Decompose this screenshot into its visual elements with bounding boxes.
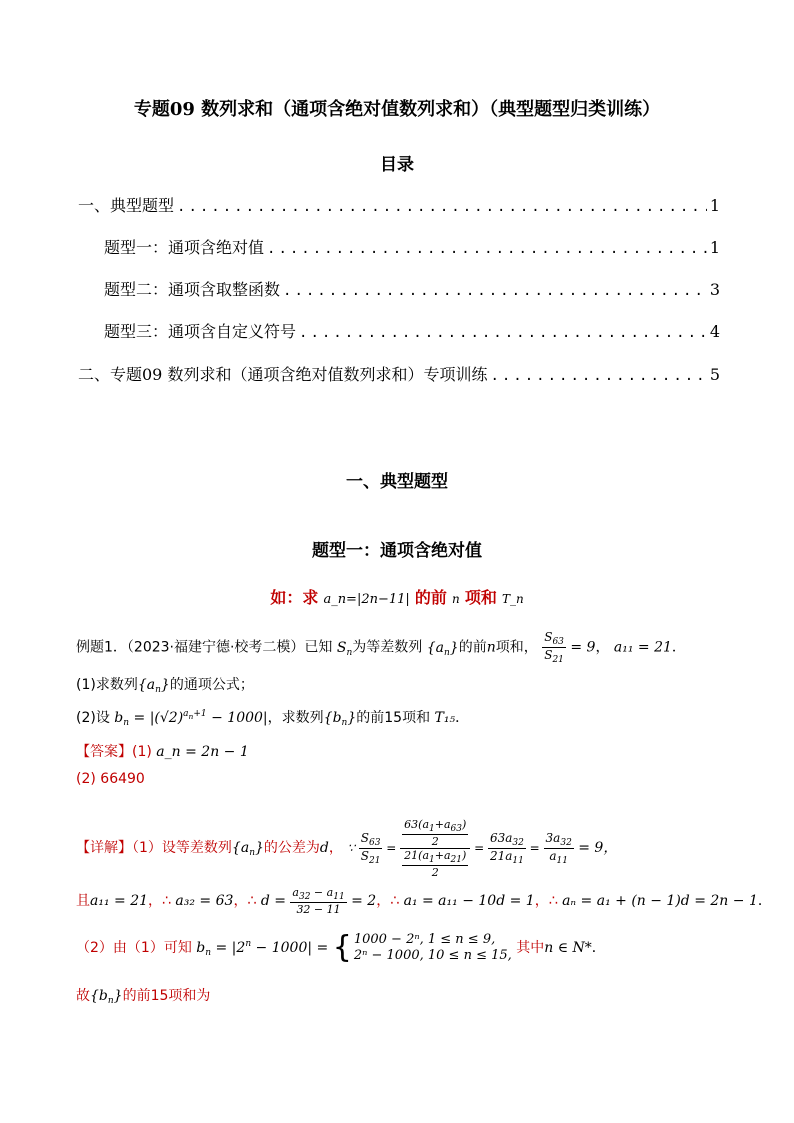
detail-text: 故 [76,988,90,1004]
toc-item-label: 题型三：通项含自定义符号 [104,322,297,341]
ratio-fraction: $\frac{S_{63}}{S_{21}}$ [544,630,564,665]
sum-T15: T₁₅ [434,710,456,726]
toc-item-page: 5 [709,365,720,384]
detail-text: ，∴ [233,893,257,909]
condition-a11: a₁₁ = 21 [613,639,672,656]
cases-block [354,932,512,964]
toc-item-type2[interactable] [104,277,720,300]
toc-item-label: 一、典型题型 [78,196,175,215]
toc-item-page: 1 [709,238,720,257]
detail-text: 的公差为 [263,840,320,856]
toc-item-type1[interactable] [104,235,720,258]
toc-item-label: 题型二：通项含取整函数 [104,280,281,299]
hint-n: n [452,592,460,606]
toc-item-type3[interactable] [104,319,720,342]
answer-formula: a_n = 2n − 1 [156,744,249,760]
toc-leader-dots [299,325,707,341]
detail-text: 其中 [516,940,545,956]
detail-text: ，∴ [534,893,558,909]
answer-label: 【答案】 [76,744,132,760]
hint-suffix: 项和 [464,588,497,607]
detail-text: 的前15项和为 [122,988,211,1004]
hint-mid: 的前 [414,588,447,607]
question-text: (1)求数列 [76,677,138,693]
detail-equation-result: = 9， [578,840,618,856]
toc-item-section1[interactable] [78,193,720,216]
question-text: 的通项公式； [169,677,254,693]
detail-text: ． [591,940,606,956]
example-label: 例题1．（2023·福建宁德·校考二模）已知 [76,639,333,656]
detail-formula: a₁ = a₁₁ − 10d = 1 [403,893,535,909]
case-1: 1000 − 2ⁿ, 1 ≤ n ≤ 9, [353,932,496,947]
detail-label: 【详解】 [76,840,132,856]
toc-item-page: 1 [709,196,720,215]
toc-leader-dots [490,368,706,384]
answer-part: (1) [132,744,152,760]
detail-d: d [319,840,329,856]
detail-formula: n ∈ N* [544,940,592,956]
detail-text: ，∴ [376,893,400,909]
example-text: 的前 [458,639,487,656]
detail-formula: d = [260,893,286,909]
answer-line-2: (2) 66490 [76,771,145,787]
hint-formula: a_n=|2n−11| [323,592,410,607]
answer-line-1 [76,741,249,761]
example-intro: 例题1．（2023·福建宁德·校考二模）已知 $S_n$为等差数列 $\{a_n\}$的前n项和， $\frac{S_{63}}{S_{21}}$ = 9， a₁₁ = 21． [76,630,686,665]
section-heading: 一、典型题型 [346,472,448,492]
detail-formula: a₃₂ = 63 [175,893,234,909]
detail-text: （2）由（1）可知 [76,940,192,956]
hint-line [0,585,794,608]
example-text: 为等差数列 [352,639,423,656]
toc-heading: 目录 [380,155,414,175]
question-text: ，求数列 [267,710,324,726]
detail-text: ． [757,893,772,909]
document-title: 专题09 数列求和（通项含绝对值数列求和）（典型题型归类训练） [133,99,661,120]
ratio-value: = 9 [570,639,596,656]
detail-text: 且 [76,893,90,909]
toc-item-label: 二、专题09 数列求和（通项含绝对值数列求和）专项训练 [78,365,488,384]
detail-line-1: 【详解】（1）设等差数列$\{a_n\}$的公差为d， ∵ $\frac{S_{63}}{S_{21}}$ = $\frac{\frac{63(a_1+a_{63})}{2}}{\frac{21(a_1+a_{21})}{2}}$ = $\frac{63a_{32}}{21a_{11}}$ = $\frac{3a_{32}}{a_{11}}$ = 9， [76,818,618,879]
toc-item-page: 4 [709,322,720,341]
question-text: 的前15项和 [356,710,431,726]
detail-line-4: 故$\{b_n\}$的前15项和为 [76,988,211,1006]
case-2: 2ⁿ − 1000, 10 ≤ n ≤ 15, [353,948,512,963]
toc-item-label: 题型一：通项含绝对值 [104,238,265,257]
hint-prefix: 如：求 [270,588,319,607]
cases-brace: { [332,930,352,965]
hint-T: T_n [501,592,524,606]
detail-line-2: 且a₁₁ = 21，∴ a₃₂ = 63，∴ d = $\frac{a_{32} - a_{11}}{32 - 11}$ = 2，∴ a₁ = a₁₁ − 10d = 1，∴ aₙ = a₁ + (n − 1)d = 2n − 1． [76,886,772,916]
detail-text: （1）设等差数列 [132,840,232,856]
toc-item-section2[interactable] [78,362,720,385]
toc-leader-dots [267,241,707,257]
type-heading: 题型一：通项含绝对值 [312,541,482,561]
example-text: 项和， [495,639,538,656]
question-2: (2)设 $b_n = |(√2)^{a_n+1} - 1000|$，求数列$\{b_n\}$的前15项和 T₁₅． [76,709,470,728]
toc-item-page: 3 [709,280,720,299]
toc-leader-dots [283,283,707,299]
toc-leader-dots [177,199,707,215]
detail-formula: a₁₁ = 21 [90,893,149,909]
question-1: (1)求数列$\{a_n\}$的通项公式； [76,677,254,695]
detail-text: ，∴ [148,893,171,909]
question-text: (2)设 [76,710,110,726]
detail-formula: = 2 [351,893,377,909]
detail-line-3: （2）由（1）可知 $b_n = |2^n - 1000|$ = { 1000 − 2ⁿ, 1 ≤ n ≤ 9, 2ⁿ − 1000, 10 ≤ n ≤ 15, 其中n ∈ N*． [76,930,606,965]
detail-text: ， [328,840,343,856]
detail-formula: aₙ = a₁ + (n − 1)d = 2n − 1 [562,893,758,909]
